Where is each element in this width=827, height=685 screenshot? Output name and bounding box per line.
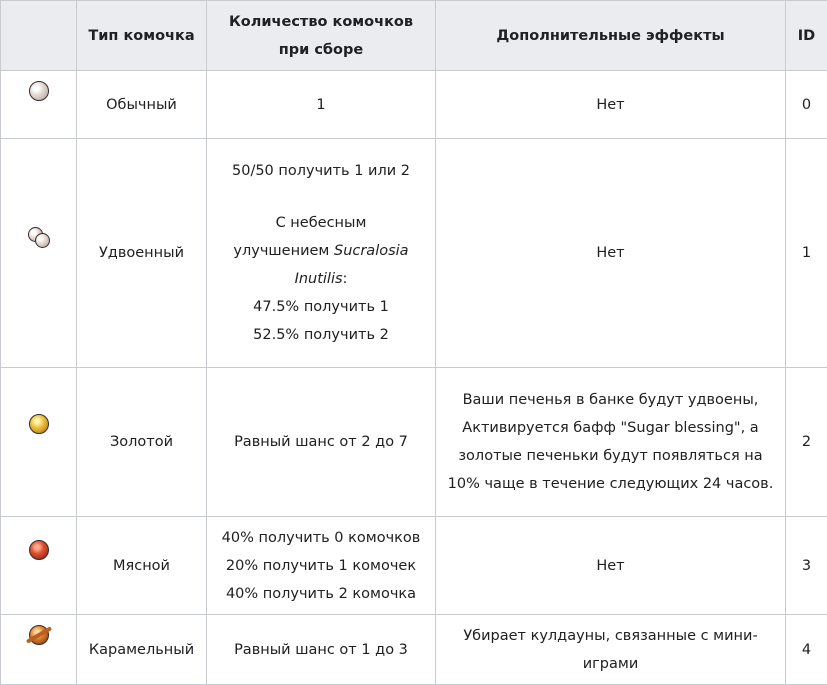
id-cell: 0 — [786, 71, 827, 139]
effects-line: Ваши печенья в банке будут удвоены, — [442, 386, 779, 414]
table-row — [1, 139, 827, 368]
effects-line: играми — [442, 650, 779, 678]
table-row — [1, 368, 827, 517]
effects-cell — [436, 368, 786, 517]
quantity-line: 47.5% получить 1 — [213, 293, 429, 321]
quantity-line: 50/50 получить 1 или 2 — [213, 157, 429, 185]
type-cell: Золотой — [77, 368, 207, 517]
bifurcated-lump-icon — [27, 225, 51, 249]
header-icon — [1, 1, 77, 71]
type-cell: Обычный — [77, 71, 207, 139]
golden-lump-icon — [29, 414, 49, 434]
icon-cell — [1, 139, 77, 368]
id-cell: 3 — [786, 517, 827, 615]
quantity-line: 52.5% получить 2 — [213, 321, 429, 349]
quantity-cell — [207, 517, 436, 615]
quantity-line — [213, 237, 429, 265]
table-row — [1, 615, 827, 685]
quantity-cell: Равный шанс от 2 до 7 — [207, 368, 436, 517]
meaty-lump-icon — [29, 540, 49, 560]
effects-cell: Нет — [436, 71, 786, 139]
header-id: ID — [786, 1, 827, 71]
effects-line: Убирает кулдауны, связанные с мини- — [442, 622, 779, 650]
effects-line: золотые печеньки будут появляться на — [442, 442, 779, 470]
quantity-line: 20% получить 1 комочек — [213, 552, 429, 580]
effects-cell: Нет — [436, 139, 786, 368]
quantity-text: улучшением — [233, 243, 334, 259]
header-quantity-line1: Количество комочков — [213, 8, 429, 36]
quantity-line: 40% получить 2 комочка — [213, 580, 429, 608]
effects-line: 10% чаще в течение следующих 24 часов. — [442, 470, 779, 498]
effects-cell: Нет — [436, 517, 786, 615]
effects-line: Активируется бафф "Sugar blessing", а — [442, 414, 779, 442]
quantity-cell — [207, 139, 436, 368]
quantity-line: С небесным — [213, 209, 429, 237]
table-row — [1, 71, 827, 139]
upgrade-name: Sucralosia — [334, 243, 409, 259]
plain-lump-icon — [29, 81, 49, 101]
quantity-text: : — [343, 271, 348, 287]
id-cell: 4 — [786, 615, 827, 685]
icon-cell — [1, 615, 77, 685]
type-cell: Удвоенный — [77, 139, 207, 368]
id-cell: 1 — [786, 139, 827, 368]
effects-cell — [436, 615, 786, 685]
quantity-cell: Равный шанс от 1 до 3 — [207, 615, 436, 685]
icon-cell — [1, 71, 77, 139]
quantity-line — [213, 265, 429, 293]
quantity-cell: 1 — [207, 71, 436, 139]
icon-cell — [1, 517, 77, 615]
header-quantity — [207, 1, 436, 71]
id-cell: 2 — [786, 368, 827, 517]
type-cell: Карамельный — [77, 615, 207, 685]
caramelized-lump-icon — [29, 625, 49, 645]
table-header-row — [1, 1, 827, 71]
type-cell: Мясной — [77, 517, 207, 615]
icon-cell — [1, 368, 77, 517]
upgrade-name: Inutilis — [295, 271, 343, 287]
table-row — [1, 517, 827, 615]
header-effects: Дополнительные эффекты — [436, 1, 786, 71]
quantity-line: 40% получить 0 комочков — [213, 524, 429, 552]
header-quantity-line2: при сборе — [213, 36, 429, 64]
header-type: Тип комочка — [77, 1, 207, 71]
